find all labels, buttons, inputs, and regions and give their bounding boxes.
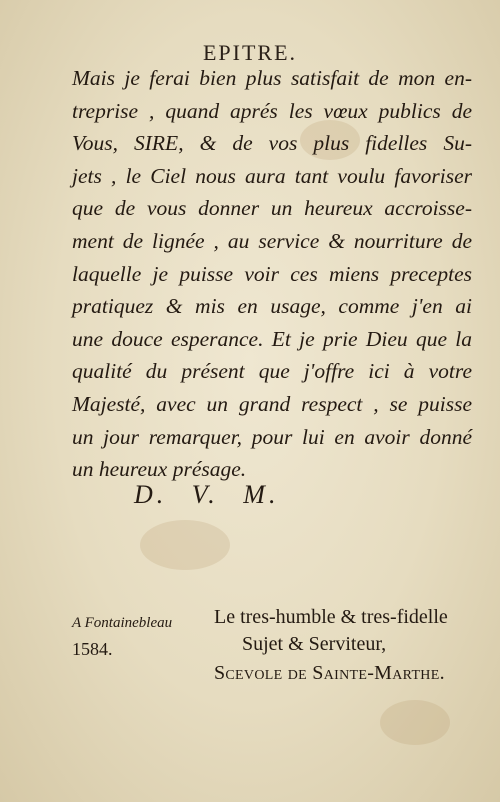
signature-line-2: Sujet & Serviteur,	[242, 633, 387, 655]
text-line: pratiquez & mis en usage, comme j'en ai	[72, 294, 472, 319]
text-line: une douce esperance. Et je prie Dieu que la	[72, 326, 472, 351]
text-line: laquelle je puisse voir ces miens preceptes	[72, 261, 472, 286]
text-line: Vous, SIRE, & de vos plus fidelles Su-	[72, 131, 472, 156]
text-line: Majesté, avec un grand respect , se puisse	[72, 391, 472, 416]
dedication-initials: D. V. M.	[134, 480, 280, 509]
text-line: ment de lignée , au service & nourriture de	[72, 228, 472, 253]
foxing-stain	[140, 520, 230, 570]
text-line: un heureux présage.	[72, 457, 247, 482]
author-name: Scevole de Sainte-Marthe.	[214, 662, 445, 684]
place-and-date	[72, 612, 172, 660]
running-header: EPITRE.	[202, 40, 298, 65]
text-line: un jour remarquer, pour lui en avoir donné	[72, 424, 472, 449]
text-line: qualité du présent que j'offre ici à votre	[72, 359, 472, 384]
text-line: jets , le Ciel nous aura tant voulu favoriser	[72, 163, 472, 188]
place-city: A Fontainebleau	[72, 615, 173, 631]
foxing-stain	[380, 700, 450, 745]
place-year: 1584.	[72, 639, 113, 659]
epistle-body	[72, 62, 472, 486]
text-line: Mais je ferai bien plus satisfait de mon en-	[72, 66, 472, 90]
text-line: que de vous donner un heureux accroisse-	[72, 196, 472, 221]
signature-line-1: Le tres-humble & tres-fidelle	[214, 606, 448, 628]
signature-block	[214, 604, 448, 687]
text-line: treprise , quand aprés les vœux publics de	[72, 98, 472, 123]
